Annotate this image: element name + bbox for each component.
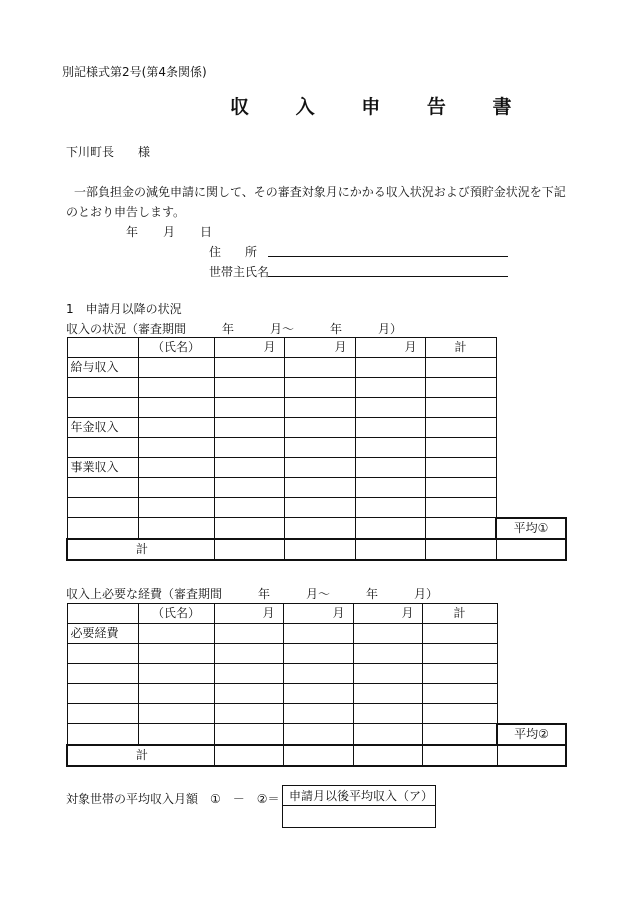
table-row [67, 338, 566, 358]
header-month-cell: 月 [355, 338, 425, 358]
table-row [67, 724, 566, 745]
table-row [67, 478, 566, 498]
header-month-cell: 月 [284, 338, 355, 358]
total-row [67, 539, 566, 560]
intro-text-line2: のとおり申告します。 [66, 205, 186, 219]
expenses-caption: 収入上必要な経費（審査期間 年 月～ 年 月） [66, 587, 439, 601]
address-field[interactable] [268, 256, 508, 257]
header-month-cell: 月 [353, 604, 422, 624]
average-1-label: 平均① [496, 518, 566, 539]
table-row [67, 664, 566, 684]
head-of-household-field[interactable] [268, 276, 508, 277]
table-row [67, 518, 566, 539]
table-row [67, 418, 566, 438]
header-cell [67, 338, 138, 358]
table-row [67, 624, 566, 644]
table-row [67, 438, 566, 458]
expenses-table [66, 603, 567, 767]
header-total-cell: 計 [422, 604, 497, 624]
section1-heading: 1 申請月以降の状況 [66, 302, 182, 316]
date-month-label: 月 [163, 225, 176, 239]
income-caption: 収入の状況（審査期間 年 月～ 年 月） [66, 322, 403, 336]
formula-label: 対象世帯の平均収入月額 ① － ②＝ [66, 792, 280, 806]
intro-text-line1: 一部負担金の減免申請に関して、その審査対象月にかかる収入状況および預貯金状況を下記 [62, 185, 566, 199]
income-table [66, 337, 567, 561]
header-cell [67, 604, 138, 624]
category-salary: 給与収入 [67, 358, 138, 378]
head-of-household-label: 世帯主氏名 [209, 265, 270, 279]
table-row [67, 358, 566, 378]
addressee: 下川町長 様 [66, 145, 151, 159]
table-row [67, 644, 566, 664]
table-row [67, 398, 566, 418]
average-2-label: 平均② [497, 724, 566, 745]
table-row [67, 704, 566, 724]
total-label: 計 [67, 539, 214, 560]
header-name-cell: （氏名） [138, 604, 214, 624]
average-1-value[interactable] [496, 539, 566, 560]
result-box-label: 申請月以後平均収入（ア） [283, 786, 435, 806]
result-value-field[interactable] [283, 807, 435, 827]
result-box [282, 785, 436, 828]
header-month-cell: 月 [283, 604, 353, 624]
header-month-cell: 月 [214, 604, 283, 624]
category-expenses: 必要経費 [67, 624, 138, 644]
address-label: 住 所 [209, 245, 258, 259]
date-year-label: 年 [126, 225, 139, 239]
category-pension: 年金収入 [67, 418, 138, 438]
total-row [67, 745, 566, 766]
total-label: 計 [67, 745, 214, 766]
header-total-cell: 計 [425, 338, 496, 358]
average-2-value[interactable] [497, 745, 566, 766]
header-name-cell: （氏名） [138, 338, 214, 358]
table-row [67, 378, 566, 398]
form-number: 別記様式第2号(第4条関係) [62, 65, 207, 79]
header-month-cell: 月 [214, 338, 284, 358]
category-business: 事業収入 [67, 458, 138, 478]
document-title: 収 入 申 告 書 [230, 96, 532, 118]
table-row [67, 458, 566, 478]
date-day-label: 日 [200, 225, 213, 239]
table-row [67, 604, 566, 624]
table-row [67, 498, 566, 518]
table-row [67, 684, 566, 704]
